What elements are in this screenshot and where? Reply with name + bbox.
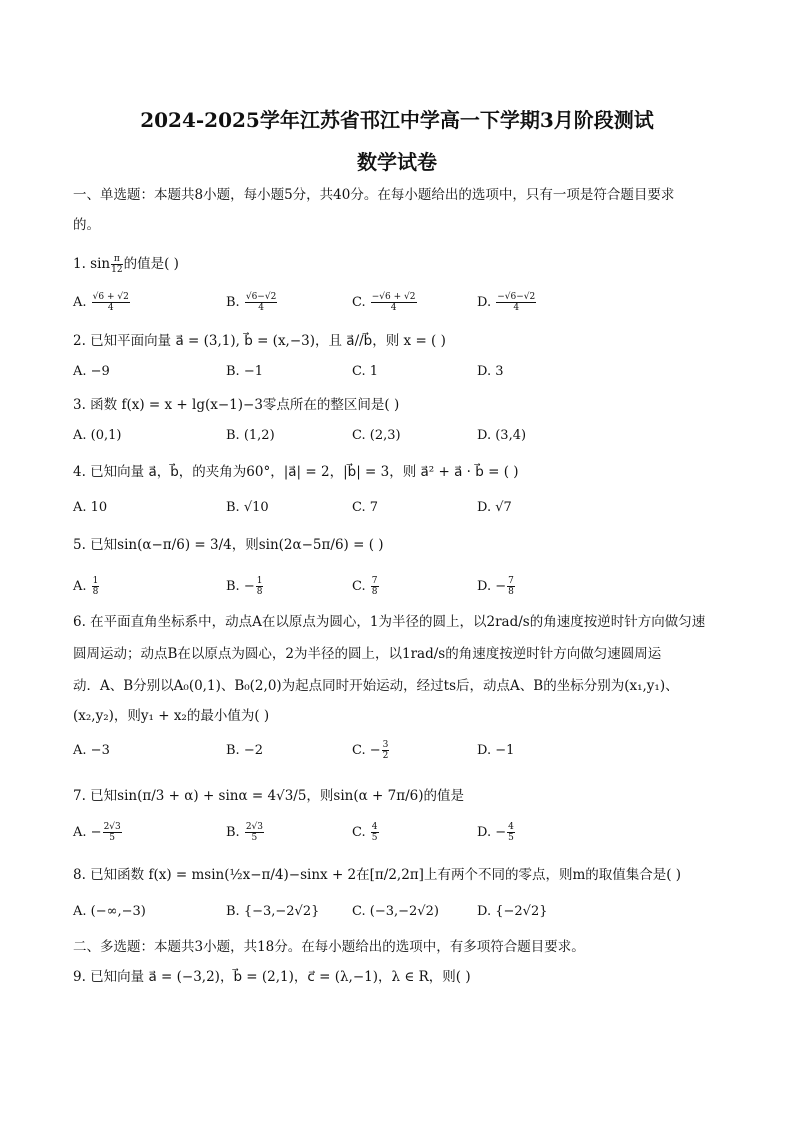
question-9: 9. 已知向量 a⃗ = (−3,2)，b⃗ = (2,1)，c⃗ = (λ,−1)，λ ∈ R，则( ) <box>73 969 471 985</box>
q5-option-b: B. − $\frac{1}{8}$ <box>226 576 263 597</box>
q2-option-c: C. 1 <box>352 364 379 379</box>
q8-option-c: C. (−3,−2√2) <box>352 904 439 919</box>
q3-option-c: C. (2,3) <box>352 428 401 443</box>
question-7: 7. 已知sin(π/3 + α) + sinα = 4√3/5，则sin(α + 7π/6)的值是 <box>73 788 465 804</box>
q6-option-a: A. −3 <box>73 743 110 758</box>
q2-option-d: D. 3 <box>477 364 504 379</box>
q1-pre: 1. sin <box>73 256 111 272</box>
q3-option-b: B. (1,2) <box>226 428 275 443</box>
q1-fraction <box>111 254 122 275</box>
q1-option-a: A. $\frac{√6 + √2}{4}$ <box>73 292 129 313</box>
question-6-line-3: 动．A、B分别以A₀(0,1)、B₀(2,0)为起点同时开始运动，经过ts后，动点A、B的坐标分别为(x₁,y₁)、 <box>73 678 679 694</box>
q3-option-a: A. (0,1) <box>73 428 122 443</box>
q8-option-a: A. (−∞,−3) <box>73 904 146 919</box>
q2-option-a: A. −9 <box>73 364 110 379</box>
q4-option-d: D. √7 <box>477 500 512 515</box>
q8-option-d: D. {−2√2} <box>477 904 548 919</box>
q4-option-b: B. √10 <box>226 500 269 515</box>
document-subtitle: 数学试卷 <box>357 150 437 174</box>
q7-option-d: D. − $\frac{4}{5}$ <box>477 822 514 843</box>
q5-option-c: C. $\frac{7}{8}$ <box>352 576 378 597</box>
q4-option-a: A. 10 <box>73 500 108 515</box>
question-6-line-2: 圆周运动；动点B在以原点为圆心，2为半径的圆上，以1rad/s的角速度按逆时针方向做匀速圆周运 <box>73 646 662 662</box>
q1-option-d: D. $\frac{-√6-√2}{4}$ <box>477 292 536 313</box>
q1-option-c: C. $\frac{-√6 + √2}{4}$ <box>352 292 416 313</box>
section-2-heading: 二、多选题：本题共3小题，共18分。在每小题给出的选项中，有多项符合题目要求。 <box>73 939 585 955</box>
q1-option-b: B. $\frac{√6-√2}{4}$ <box>226 292 277 313</box>
question-3: 3. 函数 f(x) = x + lg(x−1)−3零点所在的整区间是( ) <box>73 397 400 413</box>
q1-den: 12 <box>111 265 123 275</box>
q7-option-c: C. $\frac{4}{5}$ <box>352 822 378 843</box>
q3-option-d: D. (3,4) <box>477 428 527 443</box>
question-5: 5. 已知sin(α−π/6) = 3/4，则sin(2α−5π/6) = ( ) <box>73 537 384 553</box>
section-1-heading-cont: 的。 <box>73 217 100 233</box>
question-4: 4. 已知向量 a⃗，b⃗，的夹角为60°，|a⃗| = 2，|b⃗| = 3，则 a⃗² + a⃗ · b⃗ = ( ) <box>73 464 519 480</box>
question-6-line-1: 6. 在平面直角坐标系中，动点A在以原点为圆心，1为半径的圆上，以2rad/s的角速度按逆时针方向做匀速 <box>73 614 706 630</box>
q4-option-c: C. 7 <box>352 500 379 515</box>
q7-option-a: A. − $\frac{2√3}{5}$ <box>73 822 121 843</box>
q6-option-d: D. −1 <box>477 743 515 758</box>
q2-option-b: B. −1 <box>226 364 263 379</box>
q1-post: 的值是( ) <box>123 256 179 272</box>
question-8: 8. 已知函数 f(x) = msin(½x−π/4)−sinx + 2在[π/2,2π]上有两个不同的零点，则m的取值集合是( ) <box>73 867 682 883</box>
q6-option-b: B. −2 <box>226 743 263 758</box>
question-1 <box>73 254 733 275</box>
question-6-line-4: (x₂,y₂)，则y₁ + x₂的最小值为( ) <box>73 708 270 724</box>
section-1-heading: 一、单选题：本题共8小题，每小题5分，共40分。在每小题给出的选项中，只有一项是符合题目要求 <box>73 187 675 203</box>
question-2: 2. 已知平面向量 a⃗ = (3,1), b⃗ = (x,−3)，且 a⃗//b⃗，则 x = ( ) <box>73 333 446 349</box>
q7-option-b: B. $\frac{2√3}{5}$ <box>226 822 264 843</box>
q5-option-a: A. $\frac{1}{8}$ <box>73 576 99 597</box>
q1-num: π <box>111 254 122 265</box>
q5-option-d: D. − $\frac{7}{8}$ <box>477 576 514 597</box>
q6-option-c: C. − $\frac{3}{2}$ <box>352 740 389 761</box>
document-title: 2024-2025学年江苏省邗江中学高一下学期3月阶段测试 <box>140 108 654 132</box>
q8-option-b: B. {−3,−2√2} <box>226 904 320 919</box>
